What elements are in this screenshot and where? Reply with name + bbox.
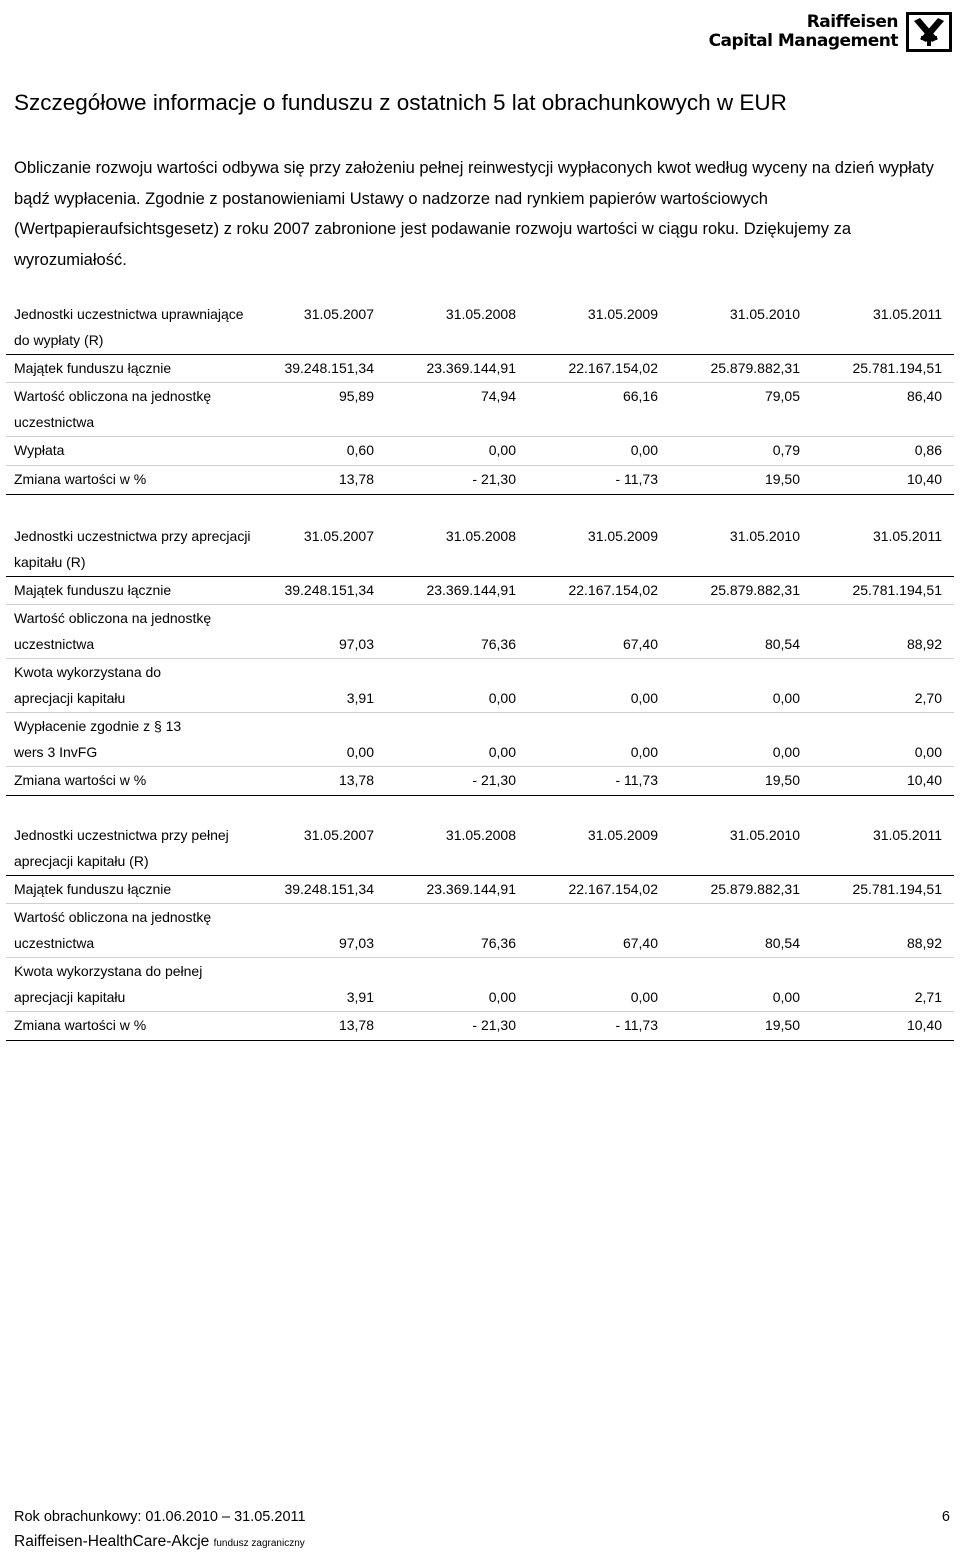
cell-value: 0,00 xyxy=(630,690,658,706)
cell-value: - 11,73 xyxy=(615,772,658,788)
row-label: Kwota wykorzystana do aprecjacji kapitału xyxy=(14,664,162,706)
raiffeisen-gable-cross-icon xyxy=(906,12,952,52)
cell-value: 2,71 xyxy=(914,989,942,1005)
table-row xyxy=(6,958,954,1012)
cell-value: 76,36 xyxy=(480,935,516,951)
cell-value: 88,92 xyxy=(906,636,942,652)
section-header-label: Jednostki uczestnictwa przy pełnej aprecjacji kapitału (R) xyxy=(14,827,229,869)
cell-value: 23.369.144,91 xyxy=(426,881,516,897)
cell-value: 23.369.144,91 xyxy=(426,360,516,376)
cell-value: 0,60 xyxy=(346,442,374,458)
cell-value: 79,05 xyxy=(764,388,800,404)
row-label: Wartość obliczona na jednostkę uczestnictwa xyxy=(14,909,212,951)
cell-value: 76,36 xyxy=(480,636,516,652)
cell-value: 0,00 xyxy=(772,989,800,1005)
section-capital-appreciation-units xyxy=(6,523,954,796)
brand-logo xyxy=(709,12,952,52)
cell-value: 97,03 xyxy=(338,935,374,951)
cell-value: - 21,30 xyxy=(472,471,516,487)
cell-value: 67,40 xyxy=(622,636,658,652)
cell-value: 0,00 xyxy=(630,744,658,760)
cell-value: 25.781.194,51 xyxy=(852,582,942,598)
cell-value: 25.879.882,31 xyxy=(710,582,800,598)
header-date: 31.05.2007 xyxy=(303,306,374,322)
row-label: Zmiana wartości w % xyxy=(14,772,147,788)
table-row xyxy=(6,605,954,659)
cell-value: 19,50 xyxy=(764,772,800,788)
intro-paragraph: Obliczanie rozwoju wartości odbywa się przy założeniu pełnej reinwestycji wypłaconych kwot według wyceny na dzień wypłaty bądź wypłacenia. Zgodnie z postanowieniami Ustawy o nadzorze nad rynkiem papierów wartościowych (Wertpapieraufsichtsgesetz) z roku 2007 zabronione jest podawanie rozwoju wartości w ciągu roku. Dziękujemy za wyrozumiałość. xyxy=(14,159,934,269)
brand-wordmark xyxy=(709,13,898,51)
table-row xyxy=(6,1012,954,1041)
cell-value: 13,78 xyxy=(338,1017,374,1033)
cell-value: 88,92 xyxy=(906,935,942,951)
cell-value: 66,16 xyxy=(622,388,658,404)
cell-value: 95,89 xyxy=(338,388,374,404)
header-date: 31.05.2009 xyxy=(587,528,658,544)
row-label: Wypłata xyxy=(14,442,65,458)
row-label: Majątek funduszu łącznie xyxy=(14,360,172,376)
cell-value: 86,40 xyxy=(906,388,942,404)
row-label: Zmiana wartości w % xyxy=(14,1017,147,1033)
cell-value: 25.879.882,31 xyxy=(710,360,800,376)
cell-value: 3,91 xyxy=(346,690,374,706)
cell-value: 0,00 xyxy=(488,744,516,760)
cell-value: - 11,73 xyxy=(615,1017,658,1033)
table-row xyxy=(6,466,954,495)
cell-value: - 11,73 xyxy=(615,471,658,487)
cell-value: 67,40 xyxy=(622,935,658,951)
header-date: 31.05.2007 xyxy=(303,528,374,544)
section-full-capital-appreciation-units xyxy=(6,822,954,1041)
section-distributing-units xyxy=(6,301,954,495)
section-header-label: Jednostki uczestnictwa uprawniające do wypłaty (R) xyxy=(14,306,244,348)
cell-value: 10,40 xyxy=(906,1017,942,1033)
cell-value: 25.781.194,51 xyxy=(852,360,942,376)
cell-value: 0,00 xyxy=(488,989,516,1005)
table-row xyxy=(6,713,954,767)
cell-value: 0,79 xyxy=(772,442,800,458)
header-date: 31.05.2008 xyxy=(445,528,516,544)
header-date: 31.05.2010 xyxy=(729,528,800,544)
table-row xyxy=(6,577,954,605)
section-header-label: Jednostki uczestnictwa przy aprecjacji kapitału (R) xyxy=(14,528,251,570)
table-row xyxy=(6,659,954,713)
cell-value: 25.781.194,51 xyxy=(852,881,942,897)
cell-value: 80,54 xyxy=(764,935,800,951)
header-date: 31.05.2008 xyxy=(445,306,516,322)
row-label: Wartość obliczona na jednostkę uczestnictwa xyxy=(14,610,212,652)
fiscal-year-footer: Rok obrachunkowy: 01.06.2010 – 31.05.2011 xyxy=(14,1509,306,1525)
row-label: Kwota wykorzystana do pełnej aprecjacji kapitału xyxy=(14,963,203,1005)
cell-value: 19,50 xyxy=(764,1017,800,1033)
header-date: 31.05.2009 xyxy=(587,827,658,843)
header-date: 31.05.2011 xyxy=(872,827,942,843)
section-header-row xyxy=(6,822,954,876)
cell-value: 0,00 xyxy=(488,690,516,706)
cell-value: 3,91 xyxy=(346,989,374,1005)
row-label: Wartość obliczona na jednostkę uczestnictwa xyxy=(14,388,212,430)
cell-value: 23.369.144,91 xyxy=(426,582,516,598)
table-row xyxy=(6,904,954,958)
cell-value: 0,00 xyxy=(630,442,658,458)
header-date: 31.05.2009 xyxy=(587,306,658,322)
header-date: 31.05.2011 xyxy=(872,306,942,322)
page-title: Szczegółowe informacje o funduszu z ostatnich 5 lat obrachunkowych w EUR xyxy=(14,90,787,115)
header-date: 31.05.2010 xyxy=(729,827,800,843)
header-date: 31.05.2010 xyxy=(729,306,800,322)
section-header-row xyxy=(6,523,954,577)
cell-value: 0,00 xyxy=(488,442,516,458)
cell-value: 19,50 xyxy=(764,471,800,487)
table-row xyxy=(6,383,954,437)
cell-value: 22.167.154,02 xyxy=(568,881,658,897)
brand-line2: Capital Management xyxy=(708,31,898,51)
page-number: 6 xyxy=(941,1509,950,1525)
cell-value: - 21,30 xyxy=(472,1017,516,1033)
cell-value: 22.167.154,02 xyxy=(568,582,658,598)
row-label: Majątek funduszu łącznie xyxy=(14,881,172,897)
brand-line1: Raiffeisen xyxy=(806,12,898,32)
header-date: 31.05.2008 xyxy=(445,827,516,843)
cell-value: 39.248.151,34 xyxy=(284,582,374,598)
header-date: 31.05.2007 xyxy=(303,827,374,843)
table-row xyxy=(6,767,954,796)
cell-value: 0,00 xyxy=(630,989,658,1005)
cell-value: 22.167.154,02 xyxy=(568,360,658,376)
cell-value: 39.248.151,34 xyxy=(284,881,374,897)
cell-value: - 21,30 xyxy=(472,772,516,788)
table-row xyxy=(6,437,954,466)
cell-value: 74,94 xyxy=(480,388,516,404)
row-label: Wypłacenie zgodnie z § 13 wers 3 InvFG xyxy=(14,718,182,760)
fund-type: fundusz zagraniczny xyxy=(213,1538,305,1549)
cell-value: 0,86 xyxy=(914,442,942,458)
header-date: 31.05.2011 xyxy=(872,528,942,544)
cell-value: 10,40 xyxy=(906,772,942,788)
fund-name: Raiffeisen-HealthCare-Akcje xyxy=(14,1533,210,1550)
section-header-row xyxy=(6,301,954,355)
row-label: Zmiana wartości w % xyxy=(14,471,147,487)
cell-value: 25.879.882,31 xyxy=(710,881,800,897)
cell-value: 80,54 xyxy=(764,636,800,652)
row-label: Majątek funduszu łącznie xyxy=(14,582,172,598)
cell-value: 97,03 xyxy=(338,636,374,652)
cell-value: 0,00 xyxy=(346,744,374,760)
cell-value: 10,40 xyxy=(906,471,942,487)
cell-value: 39.248.151,34 xyxy=(284,360,374,376)
cell-value: 2,70 xyxy=(914,690,942,706)
cell-value: 13,78 xyxy=(338,471,374,487)
table-row xyxy=(6,355,954,383)
cell-value: 0,00 xyxy=(772,744,800,760)
cell-value: 0,00 xyxy=(772,690,800,706)
fund-name-footer xyxy=(14,1533,305,1551)
cell-value: 13,78 xyxy=(338,772,374,788)
cell-value: 0,00 xyxy=(914,744,942,760)
table-row xyxy=(6,876,954,904)
